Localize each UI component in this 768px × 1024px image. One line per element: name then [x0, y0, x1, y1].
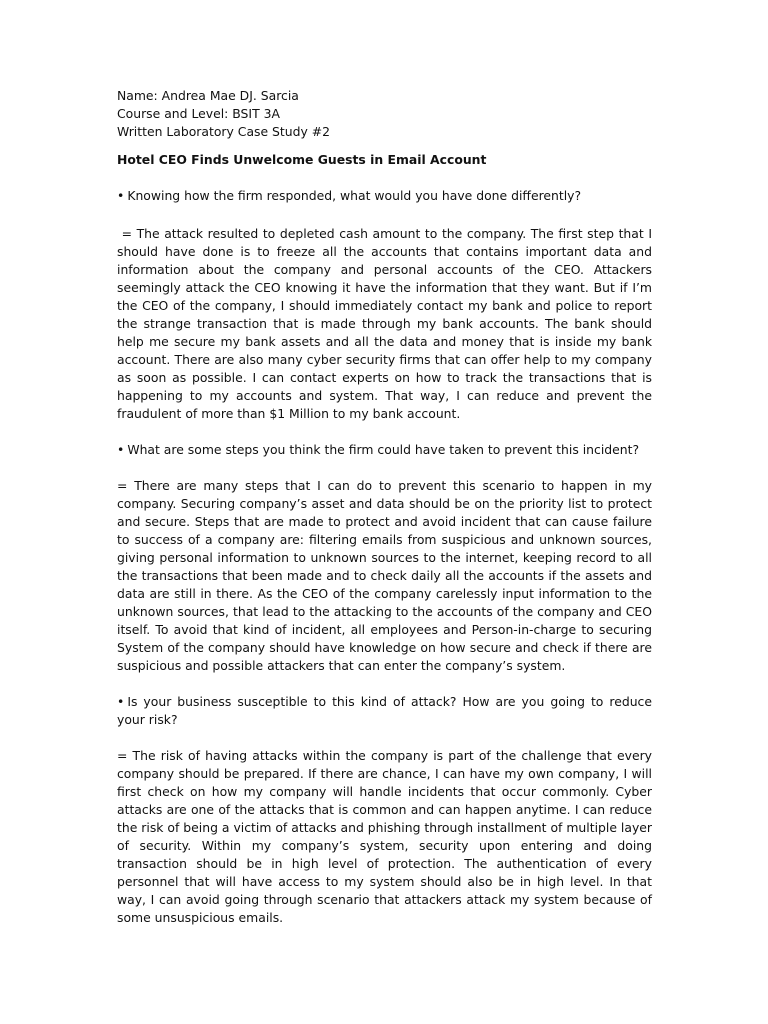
document-page: [117, 87, 656, 927]
assignment-title: Written Laboratory Case Study #2: [117, 124, 331, 139]
question-1: [117, 187, 652, 205]
answer-2: = There are many steps that I can do to prevent this scenario to happen in my company. Securing company’s asset and data should be on the priority list to protect and secure. Steps that are made to protect and avoid incident that can cause failure to success of a company are: filtering emails from suspicious and unknown sources, giving personal information to unknown sources to the internet, keeping record to all the transactions that been made and to check daily all the accounts if the assets and data are still in there. As the CEO of the company carelessly input information to the unknown sources, that lead to the attacking to the accounts of the company and CEO itself. To avoid that kind of incident, all employees and Person-in-charge to securing System of the company should have knowledge on how secure and check if there are suspicious and possible attackers that can enter the company’s system.: [117, 478, 652, 673]
question-3: [117, 693, 652, 729]
bullet-icon: •: [117, 694, 125, 709]
case-study-title: Hotel CEO Finds Unwelcome Guests in Email Account: [117, 152, 487, 167]
question-2: [117, 441, 652, 459]
student-name: Name: Andrea Mae DJ. Sarcia: [117, 88, 299, 103]
answer-3: = The risk of having attacks within the company is part of the challenge that every company should be prepared. If there are chance, I can have my own company, I will first check on how my company will handle incidents that occur commonly. Cyber attacks are one of the attacks that is common and can happen anytime. I can reduce the risk of being a victim of attacks and phishing through installment of multiple layer of security. Within my company’s system, security upon entering and doing transaction should be in high level of protection. The authentication of every personnel that will have access to my system should also be in high level. In that way, I can avoid going through scenario that attackers attack my system because of some unsuspicious emails.: [117, 748, 652, 925]
question-1-text: Knowing how the firm responded, what would you have done differently?: [127, 188, 582, 203]
bullet-icon: •: [117, 188, 125, 203]
bullet-icon: •: [117, 442, 125, 457]
question-2-text: What are some steps you think the firm could have taken to prevent this incident?: [127, 442, 640, 457]
answer-1: = The attack resulted to depleted cash amount to the company. The first step that I should have done is to freeze all the accounts that contains important data and information about the company and personal accounts of the CEO. Attackers seemingly attack the CEO knowing it have the information that they want. But if I’m the CEO of the company, I should immediately contact my bank and police to report the strange transaction that is made through my bank accounts. The bank should help me secure my bank assets and all the data and money that is inside my bank account. There are also many cyber security firms that can offer help to my company as soon as possible. I can contact experts on how to track the transactions that is happening to my accounts and system. That way, I can reduce and prevent the fraudulent of more than $1 Million to my bank account.: [117, 226, 656, 421]
question-3-text: Is your business susceptible to this kind of attack? How are you going to reduce your risk?: [117, 694, 652, 727]
course-level: Course and Level: BSIT 3A: [117, 106, 280, 121]
